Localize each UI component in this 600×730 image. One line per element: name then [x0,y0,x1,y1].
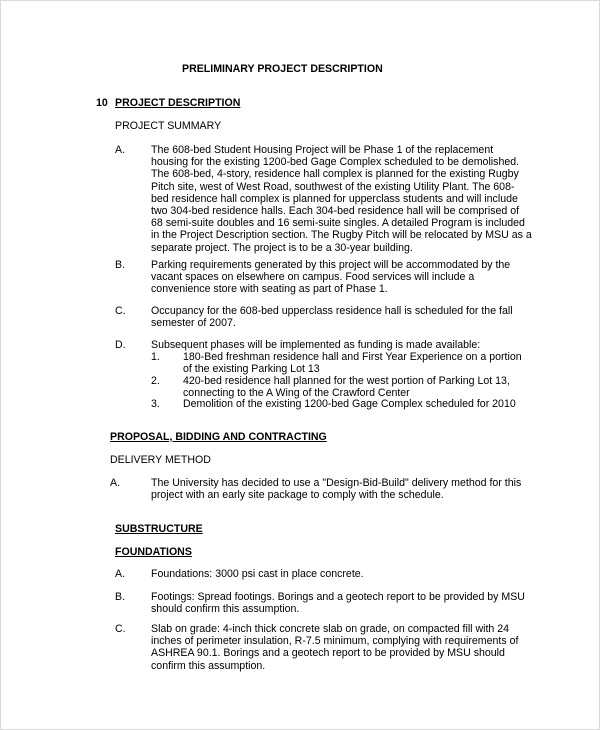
paragraph-foundations-c [151,623,521,672]
paragraph-summary-a [151,144,532,254]
text-line: 68 semi-suite doubles and 16 semi-suite singles. A detailed Program is included [151,217,525,230]
item-letter: A. [115,144,126,156]
item-letter: B. [115,259,126,271]
text-line: inches of perimeter insulation, R-7.5 minimum, complying with requirements of [151,635,519,648]
paragraph-delivery-a [151,477,521,501]
item-letter: D. [115,339,126,351]
text-line: in the Project Description section. The Rugby Pitch will be relocated by MSU as a [151,229,532,242]
text-line: vacant spaces on elsewhere on campus. Food services will include a [151,271,475,284]
item-letter: B. [115,591,126,603]
text-line: Slab on grade: 4-inch thick concrete slab on grade, on compacted fill with 24 [151,623,510,635]
text-line: should confirm this assumption. [151,603,300,616]
subitem-number: 2. [151,375,160,387]
text-line: The 608-bed Student Housing Project will be Phase 1 of the replacement [151,144,494,156]
text-line: convenience store with seating as part of Phase 1. [151,283,388,296]
item-letter: A. [110,477,121,489]
paragraph-foundations-b [151,591,525,616]
text-line: bed residence hall complex is planned for upperclass students and will include [151,192,518,205]
paragraph-summary-b [151,259,521,296]
subitem-number: 3. [151,398,160,410]
item-letter: A. [115,568,126,580]
text-line: Pitch site, west of West Road, southwest of the existing Utility Plant. The 608- [151,180,515,193]
text-line: connecting to the A Wing of the Crawford Center [183,387,410,400]
item-letter: C. [115,305,126,317]
paragraph-summary-d [151,339,521,351]
text-line: project with an early site package to comply with the schedule. [151,489,444,502]
item-letter: C. [115,623,126,635]
text-line: Parking requirements generated by this project will be accommodated by the [151,259,511,271]
text-line: Subsequent phases will be implemented as funding is made available: [151,339,481,351]
subitem-1 [183,351,522,375]
text-line: 180-Bed freshman residence hall and First Year Experience on a portion [183,351,522,363]
text-line: separate project. The project is to be a 30-year building. [151,241,413,254]
text-line: confirm this assumption. [151,659,266,672]
subitem-2 [183,375,510,399]
text-line: semester of 2007. [151,317,236,330]
text-line: 420-bed residence hall planned for the west portion of Parking Lot 13, [183,375,510,387]
delivery-method-heading: DELIVERY METHOD [110,454,211,466]
proposal-heading: PROPOSAL, BIDDING AND CONTRACTING [110,431,327,443]
text-line: Foundations: 3000 psi cast in place concrete. [151,568,364,580]
text-line: The University has decided to use a "Design-Bid-Build" delivery method for this [151,477,522,489]
section-heading: PROJECT DESCRIPTION [115,97,241,109]
subitem-3 [183,398,516,410]
paragraph-summary-c [151,305,521,329]
section-number: 10 [96,97,108,109]
text-line: two 304-bed residence halls. Each 304-bed residence hall will be comprised of [151,205,520,218]
document-title: PRELIMINARY PROJECT DESCRIPTION [182,63,383,75]
text-line: The 608-bed, 4-story, residence hall complex is planned for the existing Rugby [151,168,519,181]
text-line: Footings: Spread footings. Borings and a geotech report to be provided by MSU [151,591,525,603]
text-line: of the existing Parking Lot 13 [183,363,320,376]
text-line: ASHREA 90.1. Borings and a geotech report to be provided by MSU should [151,647,505,660]
text-line: Demolition of the existing 1200-bed Gage Complex scheduled for 2010 [183,398,516,410]
paragraph-foundations-a [151,568,521,580]
text-line: Occupancy for the 608-bed upperclass residence hall is scheduled for the fall [151,305,513,317]
substructure-heading: SUBSTRUCTURE [115,523,203,535]
text-line: housing for the existing 1200-bed Gage Complex scheduled to be demolished. [151,156,520,169]
subitem-number: 1. [151,351,160,363]
project-summary-heading: PROJECT SUMMARY [115,120,222,132]
foundations-heading: FOUNDATIONS [115,546,192,558]
